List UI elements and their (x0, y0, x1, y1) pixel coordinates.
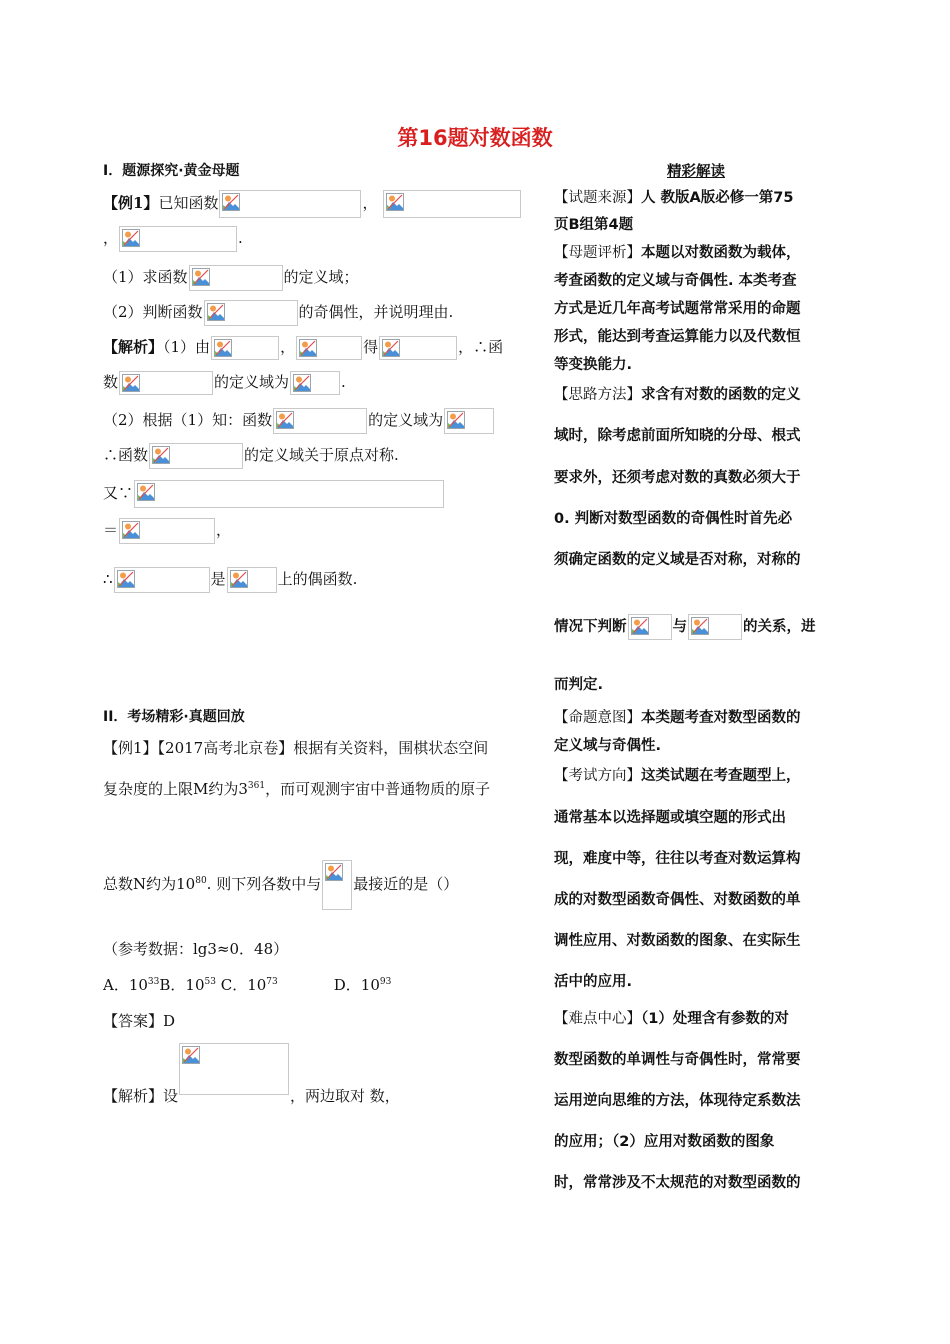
exponent: 53 (204, 977, 216, 987)
solution-text: （2）根据（1）知：函数 (103, 411, 273, 429)
formula-image (119, 518, 215, 544)
solution-line-7 (103, 567, 357, 593)
solution-text: ＝ (103, 521, 119, 539)
example-1-line-2 (103, 226, 243, 252)
commentary-label: 【母题评析】 (554, 245, 641, 261)
commentary-line: 运用逆向思维的方法，体现待定系数法 (554, 1093, 801, 1109)
example-text: . 则下列各数中与 (206, 875, 322, 893)
solution-line-6 (103, 518, 231, 544)
solution-line-2 (103, 371, 346, 395)
question-1 (103, 265, 359, 291)
exponent: 33 (147, 977, 160, 987)
option-b: B．10 (159, 976, 205, 994)
comma: ， (362, 194, 378, 212)
commentary-line (554, 706, 801, 727)
commentary-line (554, 383, 801, 404)
commentary-heading: 精彩解读 (667, 164, 725, 180)
commentary-line: 要求外，还须考虑对数的真数必须大于 (554, 470, 801, 486)
solution-text: ，两边取对 数， (290, 1087, 400, 1105)
solution-line-1 (103, 336, 503, 360)
option-c: C．10 (215, 976, 267, 994)
option-a: A．10 (103, 976, 148, 994)
formula-image (204, 300, 298, 326)
formula-image (383, 190, 521, 218)
commentary-line: 须确定函数的定义域是否对称，对称的 (554, 552, 801, 568)
formula-image (688, 614, 742, 640)
solution-text: 的定义域关于原点对称. (244, 446, 399, 464)
commentary-line (554, 241, 801, 262)
example-text: 最接近的是（） (353, 875, 459, 893)
formula-image (322, 860, 352, 910)
solution-text: ∴ (103, 570, 113, 588)
solution-text: （1）由 (163, 338, 211, 356)
formula-image (179, 1043, 289, 1095)
period: . (341, 373, 346, 391)
example-2-line-1 (103, 737, 488, 758)
commentary-line: 调性应用、对数函数的图象、在实际生 (554, 933, 801, 949)
solution-text: 【解析】设 (103, 1087, 179, 1105)
commentary-text: 本题以对数函数为载体， (641, 245, 801, 261)
commentary-line: 0. 判断对数型函数的奇偶性时首先必 (554, 511, 793, 527)
commentary-line: 形式，能达到考查运算能力以及代数恒 (554, 329, 801, 345)
formula-image (379, 336, 457, 360)
formula-image (189, 265, 283, 291)
example-text: 总数N约为10 (103, 875, 196, 893)
commentary-line: 方式是近几年高考试题常常采用的命题 (554, 301, 801, 317)
commentary-line: 页B组第4题 (554, 217, 634, 233)
example-2-line-3 (103, 860, 458, 910)
commentary-line: 等变换能力. (554, 357, 633, 373)
commentary-line: 时，常常涉及不太规范的对数型函数的 (554, 1175, 801, 1191)
solution-2-line (103, 1043, 400, 1105)
question-2 (103, 300, 453, 326)
formula-image (628, 614, 672, 640)
question-text: 的奇偶性，并说明理由. (298, 303, 454, 321)
commentary-line: 定义域与奇偶性. (554, 738, 662, 754)
commentary-line: 成的对数型函数奇偶性、对数函数的单 (554, 892, 801, 908)
question-text: 的定义域； (283, 268, 359, 286)
commentary-line: 域时，除考虑前面所知晓的分母、根式 (554, 428, 801, 444)
commentary-text: 本类题考查对数型函数的 (641, 710, 801, 726)
commentary-label: 【思路方法】 (554, 387, 641, 403)
solution-text: 又∵ (103, 484, 134, 502)
solution-text: 的定义域为 (214, 373, 290, 391)
solution-text: 是 (210, 570, 226, 588)
exponent: 93 (379, 977, 392, 987)
commentary-text: 求含有对数的函数的定义 (641, 387, 801, 403)
commentary-line: 现，难度中等，往往以考查对数运算构 (554, 851, 801, 867)
solution-text: 的定义域为 (368, 411, 444, 429)
page-title: 第16题对数函数 (397, 126, 553, 150)
solution-label: 【解析】 (103, 338, 164, 356)
commentary-label: 【命题意图】 (554, 710, 641, 726)
formula-image (290, 371, 340, 395)
comma: ， (216, 521, 232, 539)
solution-text: 数 (103, 373, 119, 391)
solution-text: 上的偶函数. (277, 570, 358, 588)
formula-image (273, 408, 367, 434)
formula-image (149, 443, 243, 469)
example-text: ，而可观测宇宙中普通物质的原子 (265, 780, 491, 798)
solution-text: ，∴函 (458, 338, 504, 356)
commentary-line: 数型函数的单调性与奇偶性时，常常要 (554, 1052, 801, 1068)
comma: ， (280, 338, 296, 356)
formula-image (296, 336, 362, 360)
commentary-line: 通常基本以选择题或填空题的形式出 (554, 810, 786, 826)
solution-text: 得 (363, 338, 379, 356)
commentary-line (554, 1007, 789, 1028)
commentary-line: 而判定. (554, 677, 604, 693)
commentary-label: 【难点中心】 (554, 1011, 641, 1027)
commentary-text: 情况下判断 (554, 619, 627, 635)
answer-options (103, 974, 391, 995)
commentary-label: 【试题来源】 (554, 190, 641, 206)
example-source: 【2017高考北京卷】 (157, 739, 294, 757)
formula-image (134, 480, 444, 508)
exponent: 361 (247, 781, 266, 791)
comma: ， (103, 229, 119, 247)
answer: 【答案】D (103, 1012, 176, 1030)
example-2-line-2 (103, 778, 490, 799)
formula-image (211, 336, 279, 360)
commentary-line: 活中的应用. (554, 974, 633, 990)
commentary-line (554, 186, 793, 207)
example-label: 【例1】 (103, 194, 159, 212)
formula-image (119, 226, 237, 252)
question-text: （2）判断函数 (103, 303, 203, 321)
period: . (238, 229, 243, 247)
example-1-line-1 (103, 190, 522, 218)
commentary-label: 【考试方向】 (554, 768, 641, 784)
section-heading-2: II．考场精彩·真题回放 (103, 709, 245, 725)
formula-image (114, 567, 210, 593)
commentary-line (554, 614, 816, 640)
solution-line-4 (103, 443, 399, 469)
example-text: 复杂度的上限M约为3 (103, 780, 248, 798)
commentary-text: 这类试题在考查题型上， (641, 768, 801, 784)
solution-text: ∴函数 (103, 446, 149, 464)
exponent: 80 (195, 876, 207, 886)
commentary-line: 考查函数的定义域与奇偶性. 本类考查 (554, 273, 797, 289)
solution-line-3 (103, 408, 495, 434)
solution-line-5 (103, 480, 445, 508)
formula-image (119, 371, 213, 395)
commentary-text: 与 (672, 619, 687, 635)
commentary-line: 的应用；（2）应用对数函数的图象 (554, 1134, 775, 1150)
commentary-line (554, 764, 801, 785)
example-label: 【例1】 (103, 739, 158, 757)
formula-image (227, 567, 277, 593)
commentary-text: 的关系，进 (743, 619, 816, 635)
formula-image (444, 408, 494, 434)
example-text: 根据有关资料，围棋状态空间 (293, 739, 489, 757)
exponent: 73 (266, 977, 278, 987)
commentary-text: （1）处理含有参数的对 (641, 1011, 789, 1027)
reference-data: （参考数据：lg3≈0．48） (103, 940, 289, 958)
example-text: 已知函数 (158, 194, 219, 212)
formula-image (219, 190, 361, 218)
question-text: （1）求函数 (103, 268, 188, 286)
commentary-text: 人 教版A版必修一第75 (641, 190, 794, 206)
section-heading-1: I．题源探究·黄金母题 (103, 163, 240, 179)
option-d: D．10 (333, 976, 380, 994)
